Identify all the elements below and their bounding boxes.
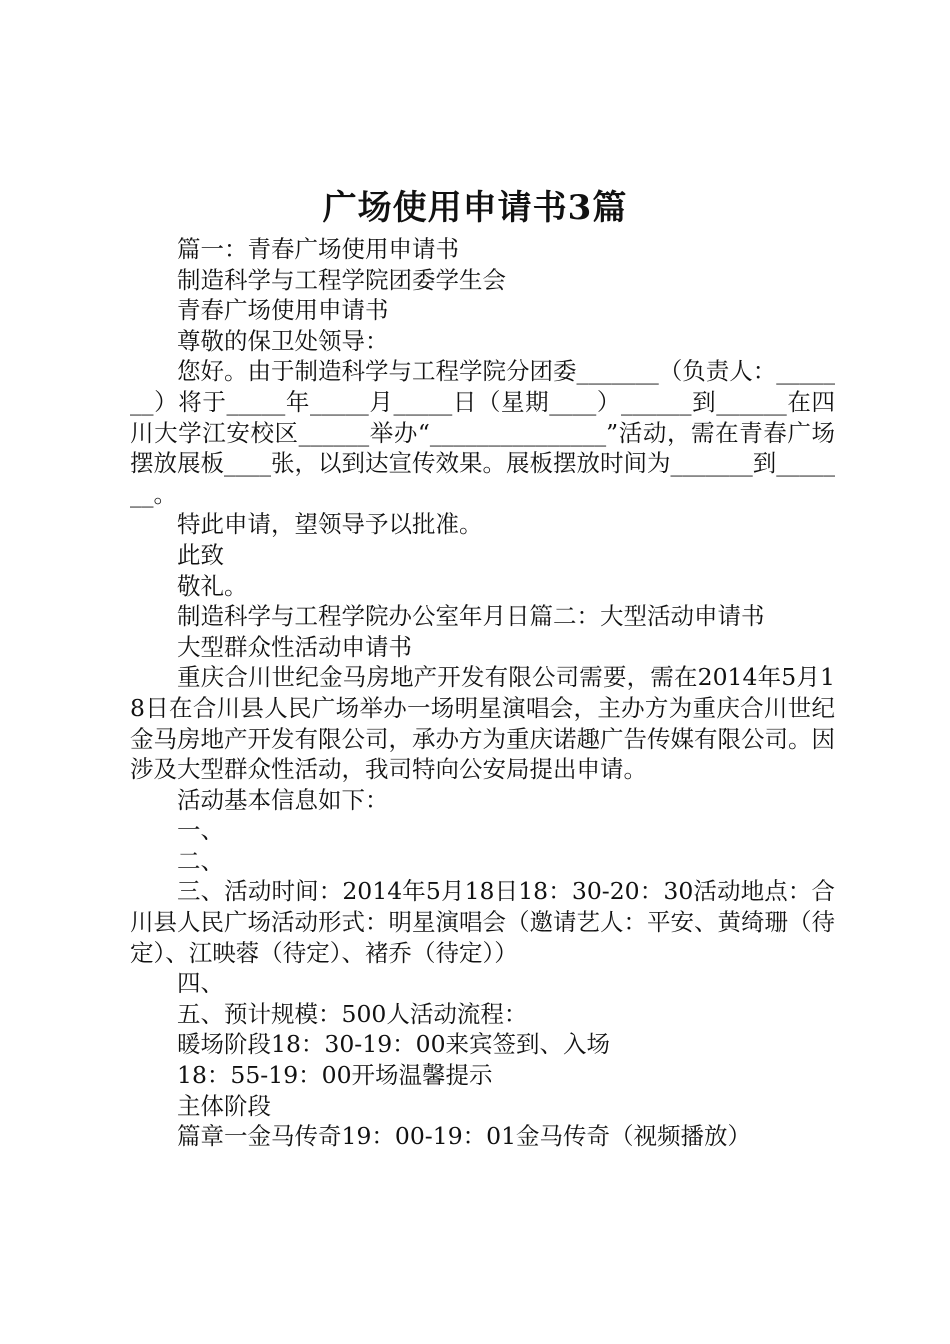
closing-request: 特此申请，望领导予以批准。 (177, 510, 483, 539)
list-item-3: 三、活动时间：2014年5月18日18：30-20：30活动地点：合川县人民广场活动形式：明星演唱会（邀请艺人：平安、黄绮珊（待定）、江映蓉（待定）、褚乔（待定）） (130, 877, 835, 967)
organization-line: 制造科学与工程学院团委学生会 (177, 265, 506, 294)
signature-and-section-heading-2: 制造科学与工程学院办公室年月日篇二：大型活动申请书 (177, 602, 765, 631)
closing-jing-li: 敬礼。 (177, 571, 248, 600)
closing-ci-zhi: 此致 (177, 540, 224, 569)
document-title: 广场使用申请书3篇 (322, 188, 628, 228)
schedule-main-stage: 主体阶段 (177, 1091, 271, 1120)
salutation: 尊敬的保卫处领导： (177, 326, 389, 355)
schedule-warmup: 暖场阶段18：30-19：00来宾签到、入场 (177, 1030, 611, 1059)
letter-subtitle: 青春广场使用申请书 (177, 296, 389, 325)
list-item-2: 二、 (177, 846, 224, 875)
info-intro: 活动基本信息如下： (177, 785, 389, 814)
event-description-paragraph: 重庆合川世纪金马房地产开发有限公司需要，需在2014年5月18日在合川县人民广场举办一场明星演唱会，主办方为重庆合川世纪金马房地产开发有限公司，承办方为重庆诺趣广告传媒有限公司。因涉及大型群众性活动，我司特向公安局提出申请。 (130, 663, 835, 784)
request-paragraph: 您好。由于制造科学与工程学院分团委_______（负责人：_______）将于_____年_____月_____日（星期____）______到______在四川大学江安校区______举办“_______________”活动，需在青春广场摆放展板____张，以到达宣传效果。展板摆放时间为_______到_______。 (130, 357, 835, 508)
list-item-4: 四、 (177, 969, 224, 998)
event-application-title: 大型群众性活动申请书 (177, 632, 412, 661)
list-item-5: 五、预计规模：500人活动流程： (177, 999, 528, 1028)
schedule-chapter-one: 篇章一金马传奇19：00-19：01金马传奇（视频播放） (177, 1122, 752, 1151)
document-body (130, 234, 835, 1152)
list-item-1: 一、 (177, 816, 224, 845)
schedule-opening: 18：55-19：00开场温馨提示 (177, 1061, 493, 1090)
section-heading-1: 篇一：青春广场使用申请书 (177, 235, 459, 263)
